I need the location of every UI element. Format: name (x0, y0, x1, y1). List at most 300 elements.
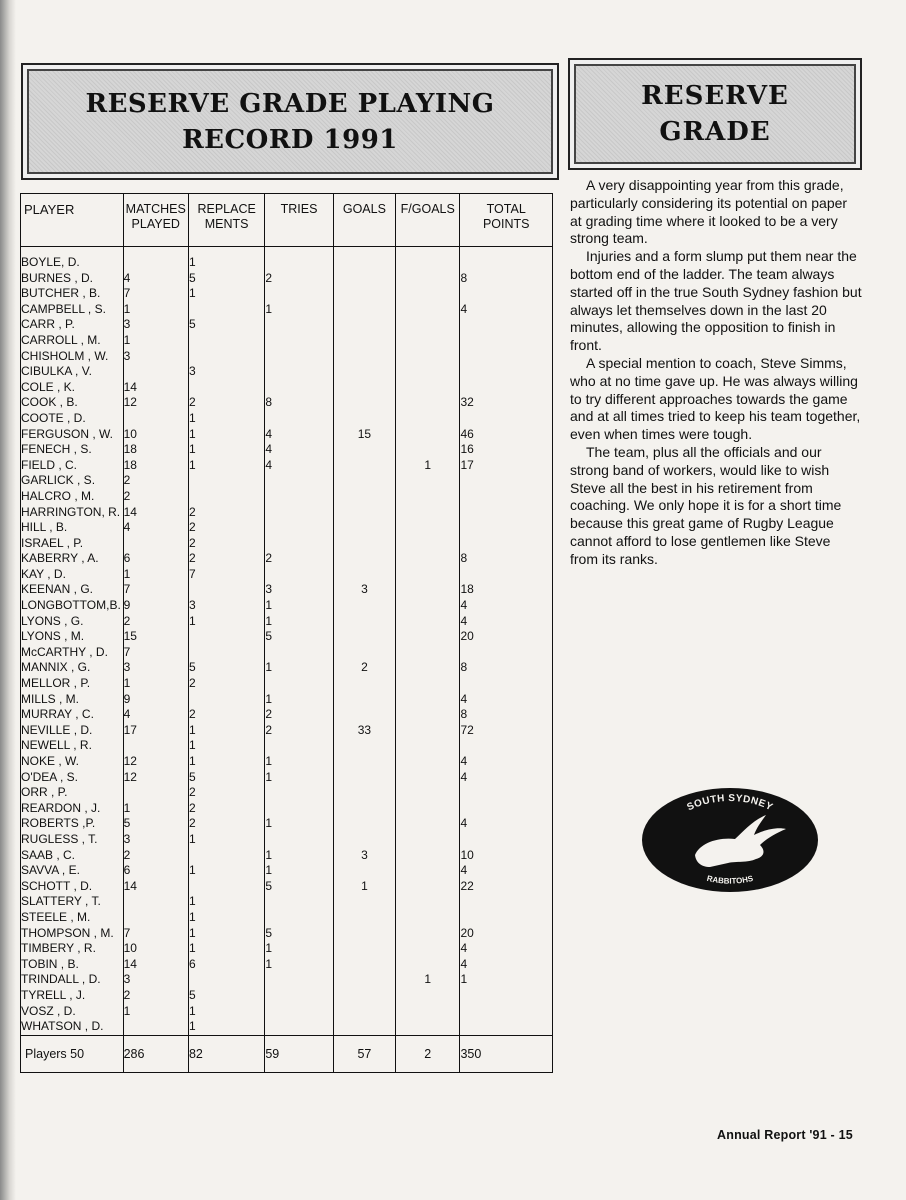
cell-tries: 1 (265, 770, 333, 786)
table-row (21, 614, 553, 630)
cell-matches-played: 2 (123, 848, 188, 864)
cell-player-name: KABERRY , A. (21, 551, 124, 567)
cell-goals (333, 247, 395, 271)
cell-replacements: 1 (188, 832, 264, 848)
cell-goals: 15 (333, 427, 395, 443)
table-row (21, 879, 553, 895)
cell-goals (333, 271, 395, 287)
cell-matches-played: 1 (123, 676, 188, 692)
cell-total-points: 4 (460, 863, 553, 879)
playing-record-table (20, 193, 553, 1073)
cell-goals (333, 567, 395, 583)
cell-total-points: 20 (460, 629, 553, 645)
cell-matches-played: 2 (123, 473, 188, 489)
cell-replacements: 2 (188, 505, 264, 521)
section-title-line-1: RESERVE (641, 81, 789, 111)
cell-field-goals (396, 879, 460, 895)
cell-replacements (188, 302, 264, 318)
cell-replacements (188, 972, 264, 988)
cell-replacements (188, 879, 264, 895)
table-row (21, 723, 553, 739)
cell-matches-played: 17 (123, 723, 188, 739)
header-matches-played (123, 194, 188, 247)
cell-goals (333, 972, 395, 988)
cell-replacements: 6 (188, 957, 264, 973)
cell-player-name: TRINDALL , D. (21, 972, 124, 988)
cell-field-goals (396, 785, 460, 801)
cell-matches-played: 3 (123, 317, 188, 333)
cell-matches-played: 4 (123, 271, 188, 287)
header-goals: GOALS (333, 194, 395, 247)
cell-goals (333, 816, 395, 832)
cell-player-name: NEVILLE , D. (21, 723, 124, 739)
cell-field-goals (396, 894, 460, 910)
table-row (21, 1019, 553, 1035)
table-row (21, 738, 553, 754)
cell-total-points: 4 (460, 770, 553, 786)
cell-player-name: LONGBOTTOM,B. (21, 598, 124, 614)
cell-total-points (460, 785, 553, 801)
cell-replacements (188, 692, 264, 708)
cell-total-points (460, 349, 553, 365)
cell-total-points: 4 (460, 957, 553, 973)
cell-tries (265, 785, 333, 801)
cell-field-goals (396, 598, 460, 614)
cell-tries (265, 972, 333, 988)
table-row (21, 660, 553, 676)
cell-tries (265, 832, 333, 848)
cell-goals (333, 770, 395, 786)
cell-goals (333, 473, 395, 489)
cell-matches-played: 3 (123, 972, 188, 988)
cell-player-name: COLE , K. (21, 380, 124, 396)
cell-replacements: 5 (188, 660, 264, 676)
cell-matches-played (123, 910, 188, 926)
cell-total-points (460, 910, 553, 926)
cell-player-name: O'DEA , S. (21, 770, 124, 786)
cell-goals (333, 598, 395, 614)
cell-matches-played: 12 (123, 754, 188, 770)
cell-field-goals (396, 770, 460, 786)
cell-goals: 3 (333, 582, 395, 598)
cell-total-points: 4 (460, 302, 553, 318)
cell-matches-played: 3 (123, 349, 188, 365)
cell-matches-played: 15 (123, 629, 188, 645)
table-row (21, 1004, 553, 1020)
header-field-goals: F/GOALS (396, 194, 460, 247)
cell-tries (265, 505, 333, 521)
article-paragraph: A very disappointing year from this grade, particularly considering its potential on paper at grading time where it looked to be a very strong team. (570, 177, 848, 247)
cell-tries: 5 (265, 629, 333, 645)
header-replace-line-2: MENTS (204, 217, 249, 231)
cell-tries (265, 910, 333, 926)
cell-player-name: MURRAY , C. (21, 707, 124, 723)
cell-tries (265, 333, 333, 349)
cell-tries: 2 (265, 723, 333, 739)
cell-tries: 3 (265, 582, 333, 598)
cell-replacements: 2 (188, 395, 264, 411)
cell-matches-played: 4 (123, 520, 188, 536)
cell-tries: 1 (265, 941, 333, 957)
cell-replacements: 1 (188, 754, 264, 770)
table-row (21, 941, 553, 957)
cell-goals (333, 458, 395, 474)
cell-goals (333, 489, 395, 505)
cell-field-goals (396, 317, 460, 333)
cell-tries (265, 676, 333, 692)
totals-goals: 57 (333, 1035, 395, 1072)
cell-player-name: TOBIN , B. (21, 957, 124, 973)
cell-goals (333, 707, 395, 723)
header-replacements (188, 194, 264, 247)
cell-tries (265, 364, 333, 380)
table-row (21, 380, 553, 396)
table-row (21, 247, 553, 271)
cell-replacements (188, 629, 264, 645)
cell-field-goals (396, 926, 460, 942)
cell-field-goals (396, 754, 460, 770)
cell-replacements: 2 (188, 551, 264, 567)
cell-field-goals (396, 910, 460, 926)
cell-goals (333, 754, 395, 770)
cell-tries: 1 (265, 302, 333, 318)
cell-matches-played: 7 (123, 582, 188, 598)
cell-tries (265, 520, 333, 536)
cell-matches-played: 2 (123, 988, 188, 1004)
cell-goals (333, 614, 395, 630)
page-binding-shadow (0, 0, 16, 1200)
cell-replacements: 1 (188, 926, 264, 942)
cell-player-name: BURNES , D. (21, 271, 124, 287)
cell-field-goals: 1 (396, 458, 460, 474)
cell-goals (333, 785, 395, 801)
article-text (570, 177, 862, 569)
cell-total-points (460, 536, 553, 552)
cell-matches-played: 14 (123, 505, 188, 521)
south-sydney-rabbitohs-logo (640, 785, 820, 895)
cell-player-name: SLATTERY , T. (21, 894, 124, 910)
cell-total-points (460, 473, 553, 489)
cell-goals (333, 645, 395, 661)
header-matches-line-2: PLAYED (131, 217, 180, 231)
cell-tries (265, 473, 333, 489)
cell-tries: 4 (265, 442, 333, 458)
cell-tries: 1 (265, 848, 333, 864)
cell-field-goals (396, 349, 460, 365)
cell-field-goals (396, 567, 460, 583)
cell-field-goals (396, 442, 460, 458)
cell-field-goals (396, 801, 460, 817)
cell-replacements: 1 (188, 427, 264, 443)
cell-replacements: 1 (188, 458, 264, 474)
cell-field-goals (396, 692, 460, 708)
table-row (21, 785, 553, 801)
cell-matches-played (123, 785, 188, 801)
cell-goals: 1 (333, 879, 395, 895)
cell-total-points (460, 380, 553, 396)
article-paragraph: A special mention to coach, Steve Simms, who at no time gave up. He was always willing to try different approaches towards the game and at all times tried to keep his team together, even when times were tough. (570, 354, 861, 443)
cell-player-name: SAVVA , E. (21, 863, 124, 879)
table-totals-row (21, 1035, 553, 1072)
cell-replacements: 1 (188, 442, 264, 458)
table-row (21, 832, 553, 848)
table-row (21, 629, 553, 645)
cell-total-points (460, 411, 553, 427)
cell-total-points (460, 567, 553, 583)
cell-tries: 8 (265, 395, 333, 411)
cell-player-name: TIMBERY , R. (21, 941, 124, 957)
cell-player-name: KAY , D. (21, 567, 124, 583)
cell-field-goals (396, 832, 460, 848)
cell-total-points (460, 247, 553, 271)
table-row (21, 567, 553, 583)
cell-matches-played: 1 (123, 302, 188, 318)
cell-field-goals (396, 380, 460, 396)
cell-tries (265, 1004, 333, 1020)
cell-field-goals (396, 645, 460, 661)
cell-field-goals (396, 723, 460, 739)
cell-matches-played: 7 (123, 926, 188, 942)
table-row (21, 707, 553, 723)
cell-player-name: CARR , P. (21, 317, 124, 333)
cell-field-goals (396, 551, 460, 567)
table-row (21, 972, 553, 988)
cell-matches-played (123, 536, 188, 552)
table-row (21, 458, 553, 474)
cell-replacements (188, 645, 264, 661)
cell-matches-played: 12 (123, 770, 188, 786)
cell-replacements: 1 (188, 910, 264, 926)
cell-tries (265, 536, 333, 552)
cell-goals: 3 (333, 848, 395, 864)
cell-replacements (188, 848, 264, 864)
cell-goals (333, 910, 395, 926)
cell-replacements: 5 (188, 988, 264, 1004)
cell-matches-played: 6 (123, 863, 188, 879)
table-row (21, 676, 553, 692)
cell-goals (333, 317, 395, 333)
cell-matches-played: 4 (123, 707, 188, 723)
cell-goals (333, 676, 395, 692)
cell-field-goals (396, 614, 460, 630)
header-tries: TRIES (265, 194, 333, 247)
cell-total-points: 72 (460, 723, 553, 739)
cell-field-goals (396, 505, 460, 521)
cell-replacements: 1 (188, 411, 264, 427)
cell-matches-played (123, 738, 188, 754)
logo-bottom-text: RABBITOHS (705, 873, 755, 886)
cell-matches-played: 7 (123, 286, 188, 302)
cell-field-goals (396, 1019, 460, 1035)
cell-field-goals (396, 302, 460, 318)
cell-tries: 2 (265, 271, 333, 287)
cell-player-name: CHISHOLM , W. (21, 349, 124, 365)
cell-total-points: 22 (460, 879, 553, 895)
table-header-row (21, 194, 553, 247)
table-row (21, 988, 553, 1004)
cell-total-points (460, 520, 553, 536)
cell-total-points (460, 364, 553, 380)
table-row (21, 442, 553, 458)
cell-field-goals (396, 738, 460, 754)
cell-replacements (188, 473, 264, 489)
cell-total-points (460, 505, 553, 521)
cell-total-points: 8 (460, 707, 553, 723)
cell-goals (333, 863, 395, 879)
cell-tries: 1 (265, 660, 333, 676)
cell-field-goals (396, 427, 460, 443)
cell-player-name: ISRAEL , P. (21, 536, 124, 552)
cell-matches-played (123, 1019, 188, 1035)
cell-total-points (460, 738, 553, 754)
cell-tries: 1 (265, 754, 333, 770)
cell-tries (265, 380, 333, 396)
cell-total-points (460, 894, 553, 910)
cell-matches-played: 10 (123, 427, 188, 443)
cell-matches-played: 1 (123, 1004, 188, 1020)
article-paragraph: The team, plus all the officials and our strong band of workers, would like to wish Steve all the best in his retirement from coaching. We only hope it is for a short time because this great game of Rugby League cannot afford to lose gentlemen like Steve from its ranks. (570, 443, 842, 567)
cell-matches-played: 2 (123, 489, 188, 505)
page-footer: Annual Report '91 - 15 (717, 1128, 853, 1142)
cell-goals (333, 505, 395, 521)
cell-field-goals (396, 582, 460, 598)
cell-matches-played: 14 (123, 957, 188, 973)
table-row (21, 286, 553, 302)
cell-tries (265, 988, 333, 1004)
cell-field-goals (396, 676, 460, 692)
cell-matches-played: 9 (123, 692, 188, 708)
cell-player-name: COOK , B. (21, 395, 124, 411)
totals-players: Players 50 (21, 1035, 124, 1072)
cell-matches-played: 2 (123, 614, 188, 630)
cell-field-goals (396, 411, 460, 427)
cell-replacements: 5 (188, 770, 264, 786)
cell-goals (333, 395, 395, 411)
cell-field-goals (396, 473, 460, 489)
table-row (21, 271, 553, 287)
cell-player-name: CAMPBELL , S. (21, 302, 124, 318)
cell-total-points (460, 645, 553, 661)
cell-field-goals (396, 271, 460, 287)
table-row (21, 333, 553, 349)
cell-player-name: COOTE , D. (21, 411, 124, 427)
cell-player-name: THOMPSON , M. (21, 926, 124, 942)
cell-matches-played (123, 247, 188, 271)
cell-total-points: 20 (460, 926, 553, 942)
cell-goals (333, 894, 395, 910)
cell-replacements: 2 (188, 801, 264, 817)
cell-player-name: SAAB , C. (21, 848, 124, 864)
table-row (21, 770, 553, 786)
cell-goals (333, 333, 395, 349)
cell-replacements: 7 (188, 567, 264, 583)
cell-matches-played: 10 (123, 941, 188, 957)
table-row (21, 582, 553, 598)
cell-player-name: MILLS , M. (21, 692, 124, 708)
cell-tries: 1 (265, 614, 333, 630)
cell-replacements: 2 (188, 520, 264, 536)
table-row (21, 551, 553, 567)
cell-player-name: LYONS , M. (21, 629, 124, 645)
cell-replacements: 5 (188, 271, 264, 287)
table-row (21, 957, 553, 973)
cell-total-points (460, 317, 553, 333)
cell-goals (333, 832, 395, 848)
cell-goals (333, 364, 395, 380)
table-row (21, 489, 553, 505)
cell-goals (333, 411, 395, 427)
table-row (21, 645, 553, 661)
cell-tries (265, 411, 333, 427)
cell-total-points: 18 (460, 582, 553, 598)
cell-matches-played: 18 (123, 442, 188, 458)
table-row (21, 520, 553, 536)
cell-replacements: 1 (188, 1004, 264, 1020)
totals-replacements: 82 (188, 1035, 264, 1072)
cell-total-points: 4 (460, 941, 553, 957)
cell-player-name: WHATSON , D. (21, 1019, 124, 1035)
cell-total-points (460, 333, 553, 349)
cell-player-name: HARRINGTON, R. (21, 505, 124, 521)
cell-tries: 1 (265, 863, 333, 879)
section-title-line-2: GRADE (659, 117, 771, 147)
cell-field-goals (396, 863, 460, 879)
table-row (21, 505, 553, 521)
cell-player-name: LYONS , G. (21, 614, 124, 630)
cell-goals (333, 286, 395, 302)
cell-replacements: 1 (188, 723, 264, 739)
cell-tries: 1 (265, 957, 333, 973)
cell-tries: 1 (265, 692, 333, 708)
cell-matches-played (123, 894, 188, 910)
cell-goals (333, 941, 395, 957)
cell-goals (333, 442, 395, 458)
cell-tries (265, 801, 333, 817)
cell-matches-played (123, 364, 188, 380)
cell-replacements: 2 (188, 785, 264, 801)
cell-player-name: FIELD , C. (21, 458, 124, 474)
cell-total-points: 16 (460, 442, 553, 458)
cell-matches-played: 12 (123, 395, 188, 411)
cell-matches-played: 1 (123, 333, 188, 349)
logo-top-text: SOUTH SYDNEY (685, 792, 775, 814)
table-row (21, 364, 553, 380)
cell-replacements: 1 (188, 614, 264, 630)
cell-matches-played: 6 (123, 551, 188, 567)
cell-tries (265, 286, 333, 302)
cell-player-name: NOKE , W. (21, 754, 124, 770)
cell-goals (333, 957, 395, 973)
cell-matches-played: 9 (123, 598, 188, 614)
cell-field-goals (396, 247, 460, 271)
cell-goals (333, 1019, 395, 1035)
cell-player-name: NEWELL , R. (21, 738, 124, 754)
cell-tries: 4 (265, 458, 333, 474)
cell-total-points: 4 (460, 598, 553, 614)
cell-goals (333, 629, 395, 645)
cell-total-points: 4 (460, 692, 553, 708)
cell-total-points (460, 801, 553, 817)
cell-player-name: BOYLE, D. (21, 247, 124, 271)
cell-field-goals (396, 286, 460, 302)
cell-replacements (188, 489, 264, 505)
table-row (21, 910, 553, 926)
cell-field-goals (396, 941, 460, 957)
cell-replacements (188, 380, 264, 396)
cell-total-points: 1 (460, 972, 553, 988)
cell-player-name: REARDON , J. (21, 801, 124, 817)
cell-field-goals (396, 816, 460, 832)
